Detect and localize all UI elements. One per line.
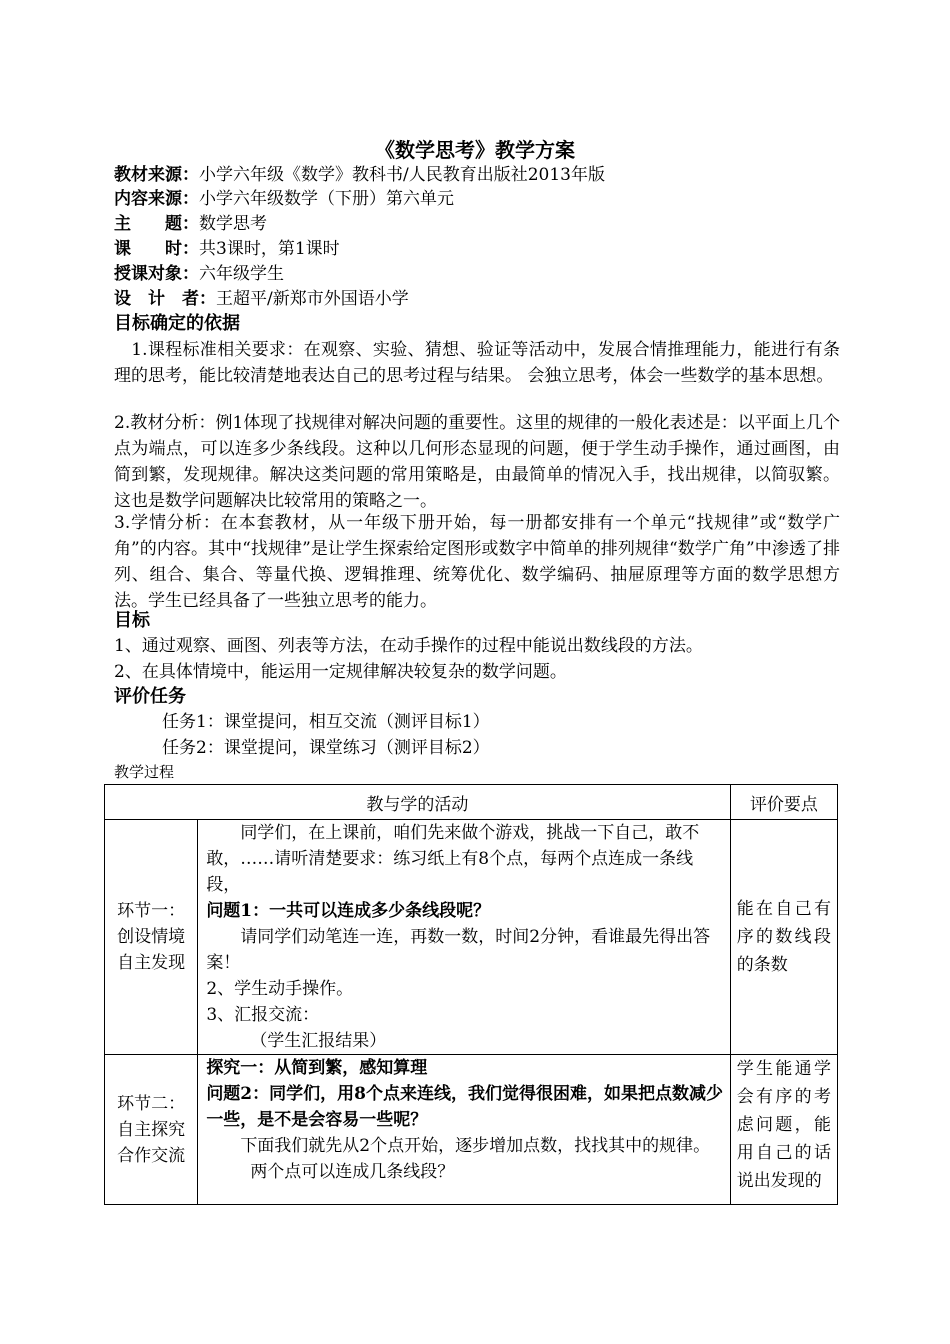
activity-line: 2、学生动手操作。 — [206, 979, 354, 999]
basis-heading: 目标确定的依据 — [114, 313, 240, 334]
meta-value: 小学六年级数学（下册）第六单元 — [199, 189, 454, 209]
meta-label: 授课对象： — [114, 264, 199, 284]
meta-textbook-source — [114, 163, 854, 187]
meta-label: 主 题： — [114, 214, 199, 234]
question-text: 问题1：一共可以连成多少条线段呢？ — [206, 901, 491, 921]
meta-label: 设 计 者： — [114, 289, 216, 309]
meta-content-source — [114, 187, 854, 211]
stage-line: 自主发现 — [117, 953, 186, 973]
table-header-row — [105, 785, 838, 820]
meta-audience — [114, 262, 854, 286]
stage-line: 自主探究 — [117, 1119, 186, 1140]
activity-line: 3、汇报交流： — [206, 1005, 320, 1025]
goals-heading: 目标 — [114, 610, 150, 631]
activity-cell — [198, 820, 730, 1055]
inquiry-heading: 探究一：从简到繁，感知算理 — [206, 1058, 428, 1078]
activity-cell — [198, 1055, 730, 1205]
meta-topic — [114, 212, 854, 236]
meta-value: 王超平/新郑市外国语小学 — [216, 289, 409, 309]
meta-value: 共3课时，第1课时 — [199, 239, 340, 259]
stage-line: 创设情境 — [117, 927, 186, 947]
meta-label: 教材来源： — [114, 165, 199, 185]
meta-label: 课 时： — [114, 239, 199, 259]
stage-line: 合作交流 — [117, 1145, 186, 1166]
meta-value: 六年级学生 — [199, 264, 284, 284]
meta-value: 小学六年级《数学》教科书/人民教育出版社2013年版 — [199, 165, 605, 185]
activity-paragraph: 请同学们动笔连一连，再数一数，时间2分钟，看谁最先得出答案！ — [206, 927, 711, 973]
question-text: 问题2：同学们，用8个点来连线，我们觉得很困难，如果把点数减少一些，是不是会容易一些呢？ — [206, 1084, 723, 1130]
basis-paragraph-curriculum: 1.课程标准相关要求：在观察、实验、猜想、验证等活动中，发展合情推理能力，能进行有条理的思考，能比较清楚地表达自己的思考过程与结果。 会独立思考，体会一些数学的基本思想。 — [114, 340, 840, 386]
stage-cell — [105, 820, 198, 1055]
process-label: 教学过程 — [114, 763, 175, 781]
eval-cell: 能在自己有序的数线段的条数 — [730, 820, 837, 1055]
activity-paragraph: 同学们，在上课前，咱们先来做个游戏，挑战一下自己，敢不敢，……请听清楚要求：练习纸上有8个点，每两个点连成一条线段， — [206, 823, 700, 895]
teaching-process-table — [104, 784, 838, 1205]
task-item: 任务1：课堂提问，相互交流（测评目标1） — [162, 712, 490, 732]
table-row — [105, 1055, 838, 1205]
document-title: 《数学思考》教学方案 — [375, 138, 575, 162]
eval-cell: 学生能通学会有序的考虑问题，能用自己的话说出发现的 — [730, 1055, 837, 1205]
meta-periods — [114, 237, 854, 261]
goal-item: 1、通过观察、画图、列表等方法，在动手操作的过程中能说出数线段的方法。 — [114, 636, 703, 656]
meta-designer — [114, 287, 854, 311]
header-eval: 评价要点 — [730, 785, 837, 820]
meta-label: 内容来源： — [114, 189, 199, 209]
tasks-heading: 评价任务 — [114, 686, 186, 707]
stage-line: 环节一： — [117, 901, 186, 921]
activity-paragraph: 下面我们就先从2个点开始，逐步增加点数，找找其中的规律。 — [240, 1136, 711, 1156]
stage-line: 环节二： — [117, 1093, 186, 1114]
activity-line: 两个点可以连成几条线段？ — [250, 1162, 455, 1182]
header-activity: 教与学的活动 — [105, 785, 731, 820]
basis-paragraph-textbook: 2.教材分析：例1体现了找规律对解决问题的重要性。这里的规律的一般化表述是：以平面上几个点为端点，可以连多少条线段。这种以几何形态显现的问题，便于学生动手操作，通过画图，由简到繁，发现规律。解决这类问题的常用策略是，由最简单的情况入手，找出规律，以简驭繁。这也是数学问题解决比较常用的策略之一。 — [114, 413, 840, 511]
stage-cell — [105, 1055, 198, 1205]
meta-value: 数学思考 — [199, 214, 267, 234]
goal-item: 2、在具体情境中，能运用一定规律解决较复杂的数学问题。 — [114, 662, 567, 682]
activity-line: （学生汇报结果） — [250, 1031, 387, 1051]
table-row — [105, 820, 838, 1055]
basis-paragraph-students: 3.学情分析：在本套教材，从一年级下册开始，每一册都安排有一个单元“找规律”或“数学广角”的内容。其中“找规律”是让学生探索给定图形或数字中简单的排列规律“数学广角”中渗透了排列、组合、集合、等量代换、逻辑推理、统筹优化、数学编码、抽屉原理等方面的数学思想方法。学生已经具备了一些独立思考的能力。 — [114, 513, 840, 611]
task-item: 任务2：课堂提问，课堂练习（测评目标2） — [162, 738, 490, 758]
